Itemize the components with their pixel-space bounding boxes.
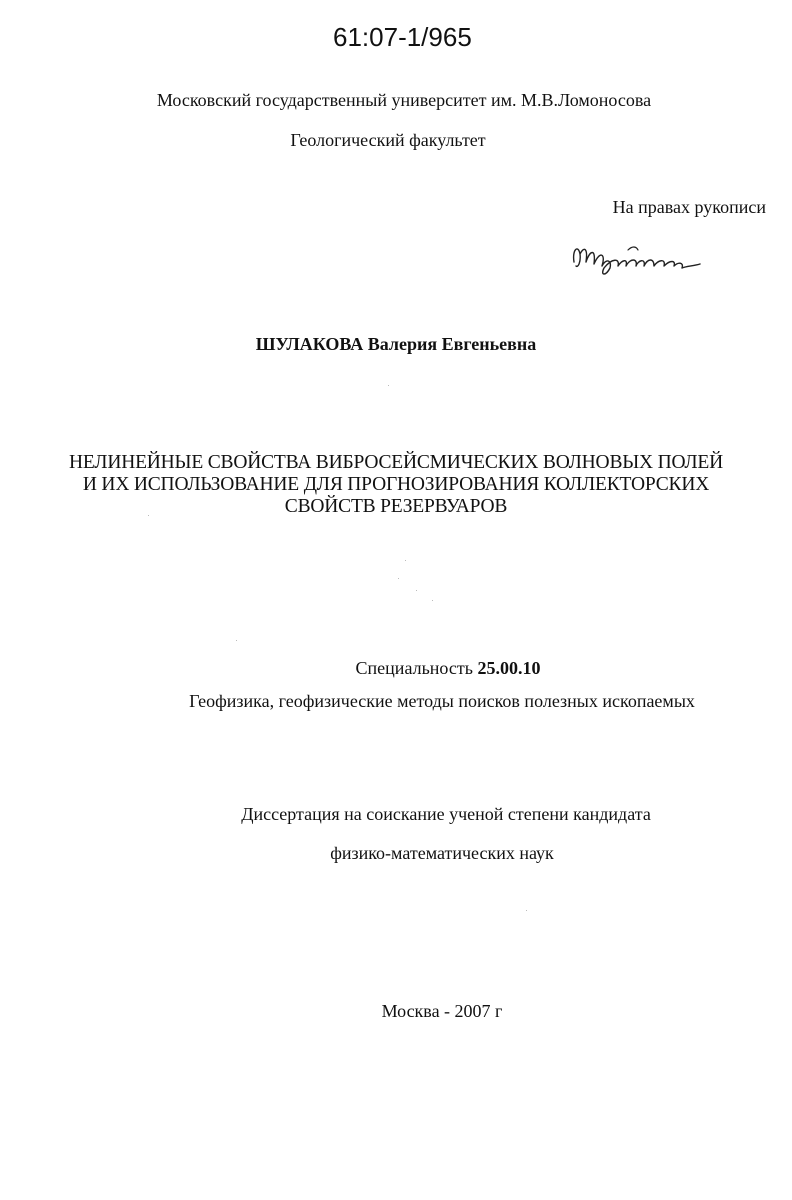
scan-speck xyxy=(236,640,237,641)
dissertation-title xyxy=(0,452,792,518)
specialty-line xyxy=(52,657,792,679)
scan-speck xyxy=(405,560,406,561)
specialty-label: Специальность xyxy=(355,658,473,678)
dissertation-degree-line-1: Диссертация на соискание ученой степени кандидата xyxy=(241,804,651,824)
scan-speck xyxy=(148,515,149,516)
title-line-1: НЕЛИНЕЙНЫЕ СВОЙСТВА ВИБРОСЕЙСМИЧЕСКИХ ВОЛНОВЫХ ПОЛЕЙ xyxy=(68,452,724,473)
title-line-2: И ИХ ИСПОЛЬЗОВАНИЕ ДЛЯ ПРОГНОЗИРОВАНИЯ КОЛЛЕКТОРСКИХ xyxy=(82,474,710,495)
dissertation-degree-line-2: физико-математических наук xyxy=(330,843,554,863)
manuscript-rights: На правах рукописи xyxy=(612,197,766,217)
specialty-code: 25.00.10 xyxy=(477,658,541,678)
catalog-number: 61:07-1/965 xyxy=(333,22,472,52)
handwritten-signature xyxy=(566,232,706,280)
scan-speck xyxy=(432,600,433,601)
scan-speck xyxy=(388,385,389,386)
scan-speck xyxy=(416,590,417,591)
specialty-name: Геофизика, геофизические методы поисков полезных ископаемых xyxy=(189,691,695,711)
scan-speck xyxy=(526,910,527,911)
author-name: ШУЛАКОВА Валерия Евгеньевна xyxy=(255,334,537,354)
university-name: Московский государственный университет им. М.В.Ломоносова xyxy=(156,90,652,110)
city-year: Москва - 2007 г xyxy=(381,1001,503,1021)
title-line-3: СВОЙСТВ РЕЗЕРВУАРОВ xyxy=(284,496,508,517)
scan-speck xyxy=(398,578,399,579)
faculty-name: Геологический факультет xyxy=(290,130,486,150)
